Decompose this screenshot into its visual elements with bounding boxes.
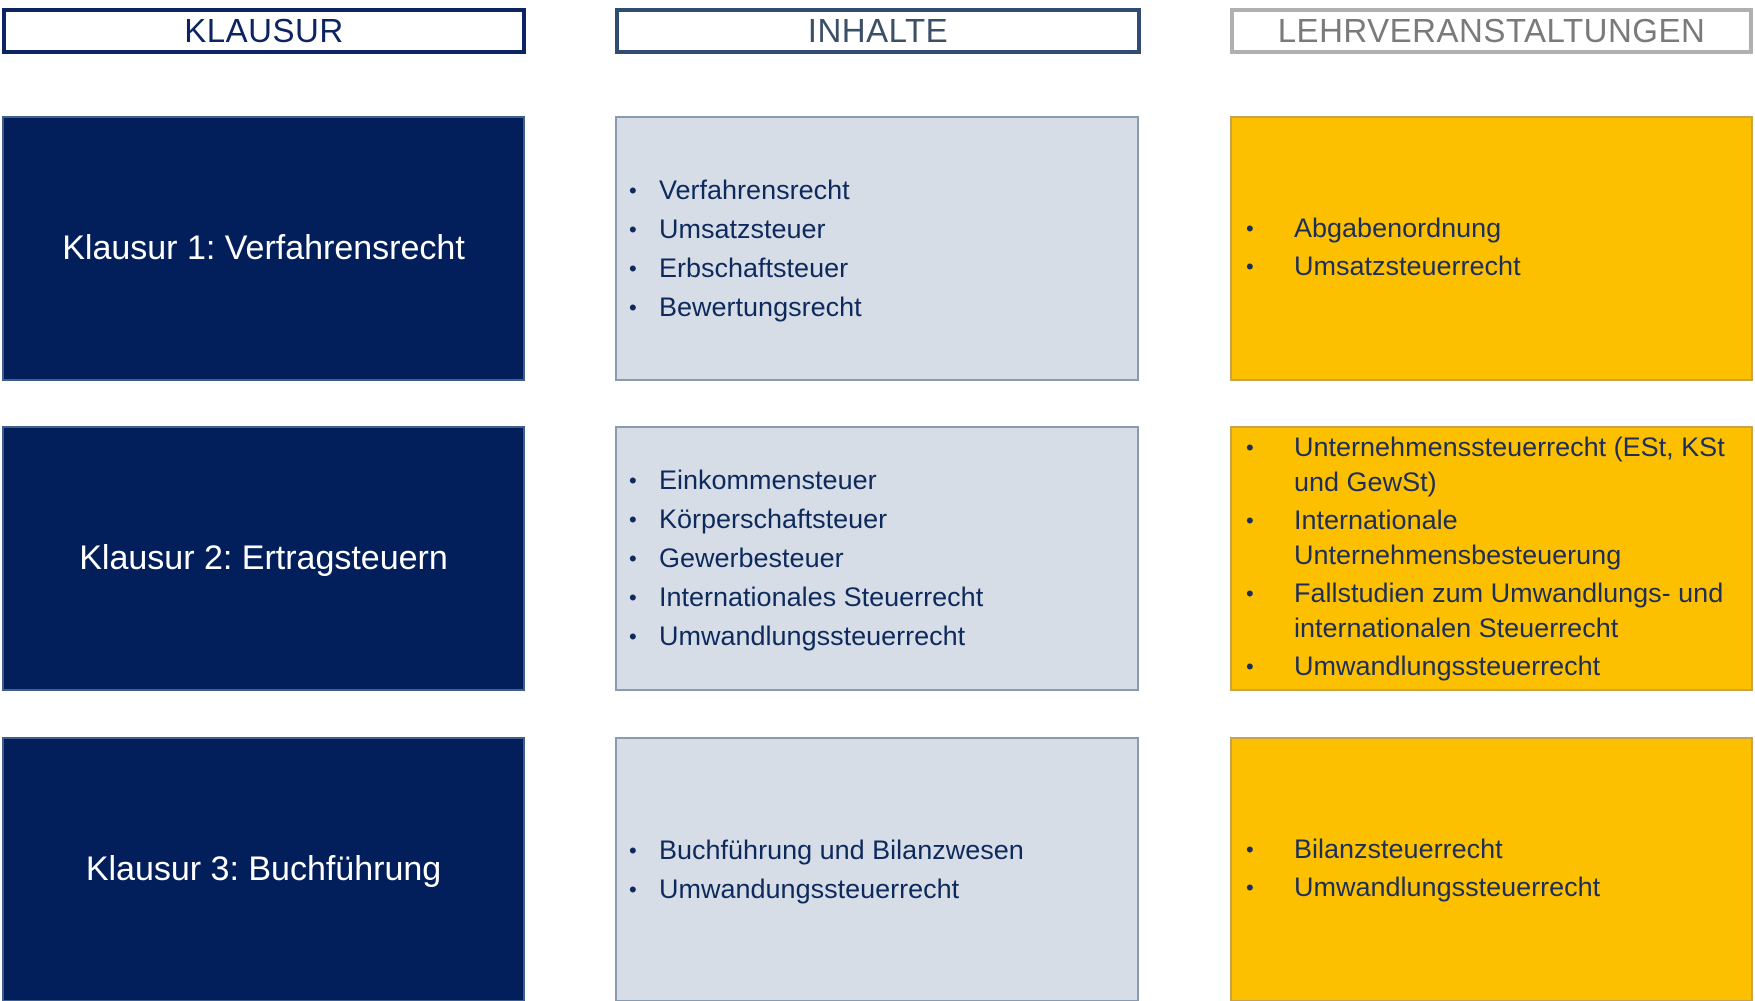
list-item: • Bilanzsteuerrecht xyxy=(1232,832,1751,867)
bullet-icon: • xyxy=(1246,253,1254,279)
list-item: • Abgabenordnung xyxy=(1232,211,1751,246)
content-list xyxy=(617,831,1137,909)
exam-title: Klausur 1: Verfahrensrecht xyxy=(62,229,465,267)
exam-box-1 xyxy=(2,116,525,381)
header-lehrveranstaltungen: LEHRVERANSTALTUNGEN xyxy=(1230,8,1753,54)
list-item: • Unternehmenssteuerrecht (ESt, KSt und GewSt) xyxy=(1246,432,1725,497)
list-item: • Umsatzsteuerrecht xyxy=(1232,249,1751,284)
content-box-1 xyxy=(615,116,1139,381)
exam-title: Klausur 3: Buchführung xyxy=(85,850,442,888)
list-item: • Erbschaftsteuer xyxy=(617,249,1137,288)
list-item: • Umwandlungssteuerrecht xyxy=(1232,870,1751,905)
header-inhalte: INHALTE xyxy=(615,8,1141,54)
list-item: • Buchführung und Bilanzwesen xyxy=(617,831,1137,870)
bullet-icon: • xyxy=(629,507,637,532)
course-box-1 xyxy=(1230,116,1753,381)
list-item: • Verfahrensrecht xyxy=(617,171,1137,210)
bullet-icon: • xyxy=(1246,836,1254,862)
bullet-icon: • xyxy=(1246,435,1254,460)
list-item: • Umwandlungssteuerrecht xyxy=(1232,649,1751,684)
list-item: • Umwandungssteuerrecht xyxy=(617,870,1137,909)
course-box-2 xyxy=(1230,426,1753,691)
header-klausur: KLAUSUR xyxy=(2,8,526,54)
bullet-icon: • xyxy=(1246,215,1254,241)
bullet-icon: • xyxy=(629,216,637,242)
list-item: • Internationale Unternehmensbesteuerung xyxy=(1246,505,1622,570)
bullet-icon: • xyxy=(1246,874,1254,900)
list-item: • Körperschaftsteuer xyxy=(617,500,1137,539)
bullet-icon: • xyxy=(629,468,637,493)
bullet-icon: • xyxy=(629,177,637,203)
list-item: • Gewerbesteuer xyxy=(617,539,1137,578)
list-item: • Internationales Steuerrecht xyxy=(617,578,1137,617)
list-item: • Fallstudien zum Umwandlungs- und internationalen Steuerrecht xyxy=(1246,578,1724,643)
bullet-icon: • xyxy=(1246,654,1254,679)
list-item: • Einkommensteuer xyxy=(617,461,1137,500)
bullet-icon: • xyxy=(1246,581,1254,606)
content-box-3 xyxy=(615,737,1139,1001)
content-list xyxy=(617,461,1137,656)
bullet-icon: • xyxy=(629,837,637,863)
bullet-icon: • xyxy=(629,585,637,610)
course-list xyxy=(1232,211,1751,287)
course-box-3 xyxy=(1230,737,1753,1001)
bullet-icon: • xyxy=(629,876,637,902)
exam-box-3 xyxy=(2,737,525,1001)
list-item: • Bewertungsrecht xyxy=(617,288,1137,327)
course-list xyxy=(1232,430,1751,687)
content-box-2 xyxy=(615,426,1139,691)
course-list xyxy=(1232,832,1751,908)
exam-box-2 xyxy=(2,426,525,691)
bullet-icon: • xyxy=(629,255,637,281)
content-list xyxy=(617,171,1137,327)
bullet-icon: • xyxy=(629,546,637,571)
bullet-icon: • xyxy=(629,624,637,649)
bullet-icon: • xyxy=(629,294,637,320)
exam-title: Klausur 2: Ertragsteuern xyxy=(79,539,448,577)
list-item: • Umsatzsteuer xyxy=(617,210,1137,249)
list-item: • Umwandlungssteuerrecht xyxy=(617,617,1137,656)
bullet-icon: • xyxy=(1246,508,1254,533)
